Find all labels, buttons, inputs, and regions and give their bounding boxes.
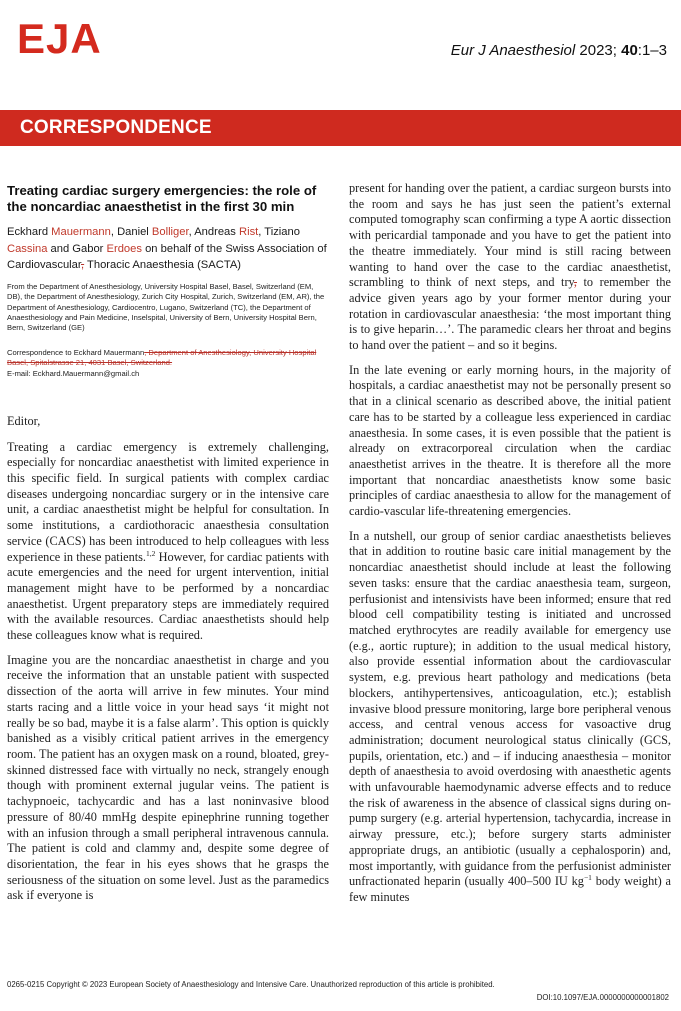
author-first-name: Eckhard <box>7 226 52 239</box>
reference-superscript: 1,2 <box>146 548 156 558</box>
paragraph-text: to remember the advice given years ago by your former mentor during your rotation in cardiovascular anaesthesia: ‘the most important thing is to give heparin…’. The paramedic clears her throat and begins to hand over the patient – and so it begins. <box>349 275 672 353</box>
author-first-name: , Tiziano <box>258 226 300 239</box>
doi: DOI:10.1097/EJA.0000000000001802 <box>536 993 669 1002</box>
paragraph-scenario: Imagine you are the noncardiac anaesthetist in charge and you receive the information that an unstable patient with suspected dissection of the aorta will arrive in few minutes. Your mind starts racing and a little voice in your head says ‘it might not really be so bad, maybe it is a false alarm’. This option is quickly banished as a visibly critical patient arrives in the emergency room. The patient has an oxygen mask on a round, bloated, grey-skinned distressed face with virtually no neck, strangely enough though with prominent external jugular veins. The patient is tachypnoeic, tachycardic and has a last noninvasive blood pressure of 80/40 mmHg despite epinephrine running together with an infusion through a small peripheral intravenous cannula. The patient is cold and clammy and, despite some degree of disorientation, the fear in his eyes shows that he grasps the seriousness of the situation on some level. Just as the paramedics ask if everyone is <box>7 652 329 903</box>
paragraph-text: Treating a cardiac emergency is extremely challenging, especially for noncardiac anaesthetist with limited experience in this specific field. In surgical patients with complex cardiac diseases undergoing noncardiac surgery or in the intensive care unit, a cardiac anaesthetist might be helpful for consultation. In some institutions, a cardiothoracic anaesthesia consultation service (CACS) has been introduced to help colleagues with less experience in these patients. <box>7 439 329 564</box>
author-first-name: , Daniel <box>110 226 152 239</box>
journal-volume: 40 <box>621 42 638 59</box>
correspondence-email: E-mail: Eckhard.Mauermann@gmail.ch <box>7 368 140 378</box>
unit-superscript: −1 <box>583 873 592 883</box>
author-first-name: , Andreas <box>188 226 239 239</box>
left-column <box>7 181 329 913</box>
paragraph-text: However, for cardiac patients with acute emergencies and the need for urgent intervention, initial management might have to be performed by a noncardiac anaesthetist. Urgent preparatory steps are immediately required with the available resources. Cardiac anaesthetists should help these colleagues know what is required. <box>7 549 329 643</box>
edit-mark: , <box>573 275 577 290</box>
paragraph-context: In the late evening or early morning hours, in the majority of hospitals, a cardiac anaesthetist may not be personally present so that in a clinical scenario as described above, the initial patient care has to be started by a colleague less experienced in cardiac anaesthesia. In some cases, it is even possible that the patient is already on extracorporeal circulation when the cardiac anaesthetist arrives in the theatre. It is therefore all the more important that noncardiac anaesthetists know some basic principles of cardiac anaesthesia to allow for the management of cardio-vascular life-threatening emergencies. <box>349 362 671 519</box>
author-list <box>7 224 329 274</box>
section-label: CORRESPONDENCE <box>20 117 212 138</box>
paragraph-text: In a nutshell, our group of senior cardiac anaesthetists believes that in addition to routine basic care initial management by the noncardiac anaesthetist should include at least the following seven tasks: ensure that the cardiac anaesthesia team, surgeon, perfusionist and intensivists have been informed; ensure that red blood cell compatibility testing is initiated and uncrossed matched erythrocytes are readily available for emergency use (e.g., aortic rupture); in addition to the usual medical history, also provide essential information about the cardiovascular system, e.g. previous heart pathology and medications (beta blockers, antihypertensives, anticoagulation, etc.); establish invasive blood pressure monitoring, large bore peripheral venous access, and central venous access for vasoactive drug administration; document neurological status clinically (GCS, pupils, orientation, etc.) and – if inducing anaesthesia – monitor depth of anaesthesia to avoid overdosing with anaesthetic agents with unfavourable haemodynamic adverse effects and to reduce the risk of awareness in the absence of classical signs during on-pump surgery (e.g. arterial hypertension, tachycardia, increase in airway pressure, etc.); before surgery starts administer appropriate drugs, an antibiotic (usually a cephalosporin) and, most importantly, with guidance from the perfusionist administer unfractionated heparin (usually 400–500 IU kg <box>349 528 671 889</box>
paragraph-intro <box>7 440 329 644</box>
article-title: Treating cardiac surgery emergencies: the role of the noncardiac anaesthetist in the first 30 min <box>7 183 317 214</box>
author-last-name: Rist <box>239 226 259 239</box>
author-last-name: Erdoes <box>106 242 142 255</box>
section-banner <box>0 110 681 146</box>
correspondence-name: Correspondence to Eckhard Mauermann <box>7 347 145 357</box>
author-group-tail: Thoracic Anaesthesia (SACTA) <box>84 259 242 272</box>
author-first-name: and Gabor <box>47 242 107 255</box>
edit-mark: , <box>81 259 85 272</box>
paragraph-text: body weight) a few minutes <box>349 874 672 904</box>
journal-name: Eur J Anaesthesiol <box>450 42 576 59</box>
author-last-name: Cassina <box>7 242 48 255</box>
paragraph-scenario-cont <box>349 181 671 354</box>
right-column <box>349 181 671 915</box>
journal-pages: :1–3 <box>637 42 667 59</box>
journal-logo: EJA <box>17 15 102 62</box>
affiliations: From the Department of Anesthesiology, University Hospital Basel, Basel, Switzerland (EM, DB), the Department of Anesthesiology, Zurich City Hospital, Zurich, Switzerland (EM, AR), the Department of Anesthesiology, Cardiocentro, Lugano, Switzerland (TC), the Department of Anaesthesiology and Pain Medicine, Inselspital, University of Bern, University Hospital Bern, Bern, Switzerland (GE) <box>7 281 325 333</box>
author-last-name: Bolliger <box>151 226 189 239</box>
copyright-notice: 0265-0215 Copyright © 2023 European Society of Anaesthesiology and Intensive Care. Unauthorized reproduction of this article is prohibited. <box>7 980 495 989</box>
journal-year: 2023; <box>575 42 622 59</box>
paragraph-text: present for handing over the patient, a cardiac surgeon bursts into the room and says he has just seen the patient’s external computed tomography scan confirming a type A aortic dissection with pericardial tamponade and you have to get the patient into the theatre immediately. Your mind is still racing between wanting to hand over the case to the cardiac anaesthetist, scrambling to think of next steps, and try <box>349 181 671 290</box>
salutation: Editor, <box>7 413 41 428</box>
author-group: on behalf of the Swiss Association of Cardiovascular <box>7 242 327 272</box>
journal-citation <box>451 42 667 59</box>
author-last-name: Mauermann <box>51 226 111 239</box>
paragraph-tasks <box>349 529 671 906</box>
correspondence-struck-address: , Department of Anesthesiology, University Hospital Basel, Spitalstrasse 21, 4031 Basel, Switzerland. <box>7 347 317 368</box>
correspondence <box>7 348 329 379</box>
